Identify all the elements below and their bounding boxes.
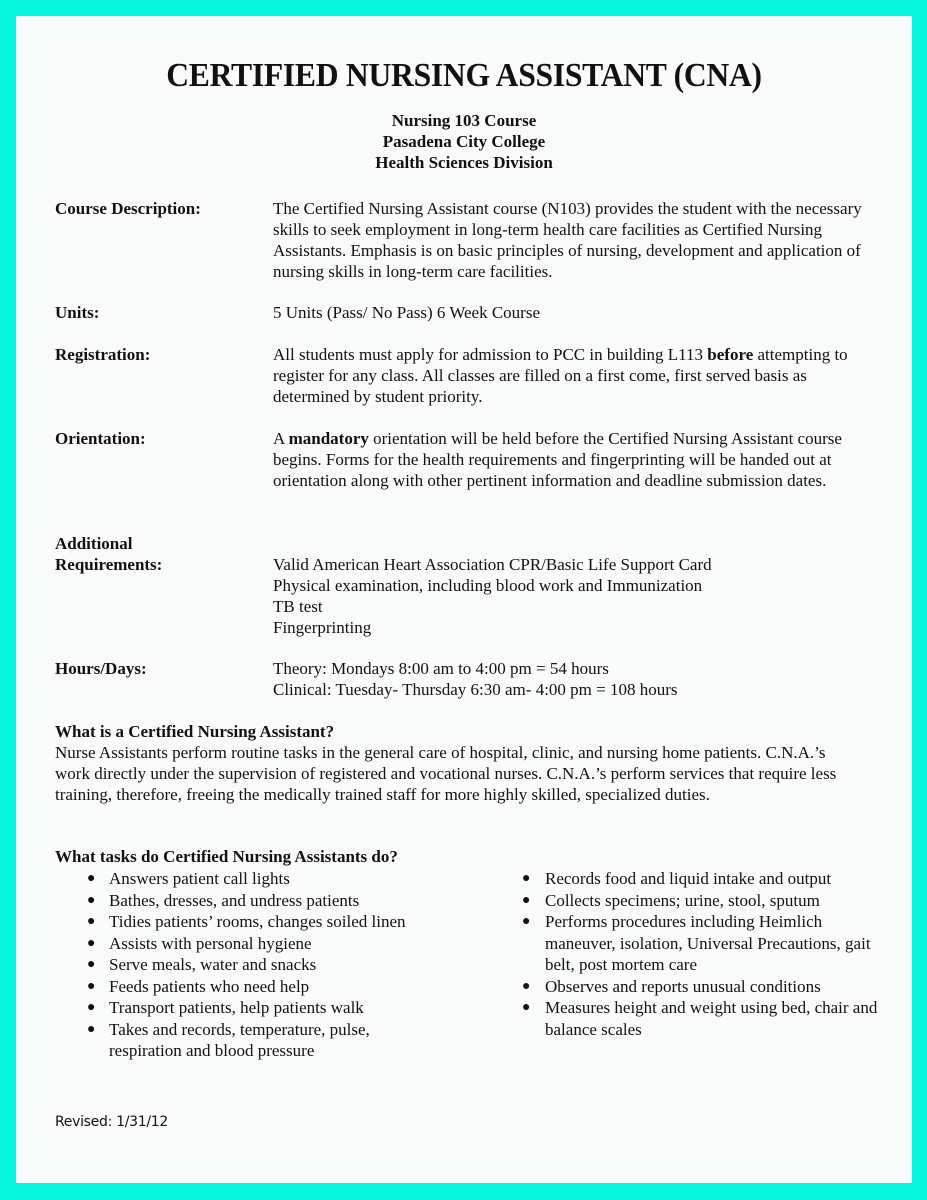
additional-requirements-label (55, 533, 270, 575)
task-item (87, 890, 409, 912)
what-is-cna-section (55, 721, 895, 805)
task-item (522, 890, 885, 912)
task-item (87, 933, 409, 955)
tasks-list-right (522, 868, 885, 1040)
additional-requirements-label-line1: Additional (55, 534, 133, 553)
task-item (522, 868, 885, 890)
what-is-cna-body: Nurse Assistants perform routine tasks in the general care of hospital, clinic, and nursing home patients. C.N.A.’s work directly under the supervision of registered and vocational nurses. C.N.A.’s perform services that require less training, therefore, freeing the medically trained staff for more highly skilled, specialized duties. (55, 743, 837, 804)
task-text: Feeds patients who need help (109, 976, 310, 996)
orientation-text-pre: A (273, 429, 289, 448)
tasks-heading: What tasks do Certified Nursing Assistants do? (55, 847, 398, 866)
task-item (87, 954, 409, 976)
bullet-icon: ● (522, 978, 531, 994)
orientation-text-post: orientation will be held before the Certified Nursing Assistant course begins. Forms for the health requirements and fingerprinting will be handed out at orientation along with other pertinent information and deadline submission dates. (273, 429, 842, 490)
hours-days-label: Hours/Days: (55, 659, 147, 678)
bullet-icon: ● (522, 914, 531, 929)
task-item (87, 997, 409, 1019)
task-text: Performs procedures including Heimlich maneuver, isolation, Universal Precautions, gait belt, post mortem care (545, 912, 871, 974)
task-item (522, 997, 885, 1040)
units-value: 5 Units (Pass/ No Pass) 6 Week Course (273, 303, 541, 322)
tasks-section (55, 846, 895, 867)
bullet-icon: ● (87, 1021, 96, 1037)
hours-item: Clinical: Tuesday- Thursday 6:30 am- 4:00 pm = 108 hours (273, 680, 678, 699)
hours-item: Theory: Mondays 8:00 am to 4:00 pm = 54 hours (273, 659, 609, 678)
task-text: Bathes, dresses, and undress patients (109, 890, 360, 910)
bullet-icon: ● (87, 978, 96, 994)
requirement-item: Fingerprinting (273, 618, 372, 637)
bullet-icon: ● (522, 1000, 531, 1015)
registration-value (273, 344, 881, 407)
bullet-icon: ● (87, 914, 96, 929)
additional-requirements-list (273, 554, 913, 638)
division-name: Health Sciences Division (375, 153, 553, 172)
orientation-emphasis: mandatory (288, 429, 369, 448)
document-title: CERTIFIED NURSING ASSISTANT (CNA) (166, 57, 762, 94)
what-is-cna-heading: What is a Certified Nursing Assistant? (55, 722, 335, 741)
document-page (16, 16, 912, 1183)
course-description-label: Course Description: (55, 199, 201, 218)
requirement-item: Physical examination, including blood work and Immunization (273, 576, 703, 595)
units-label: Units: (55, 303, 100, 322)
hours-days-list (273, 658, 913, 700)
orientation-label: Orientation: (55, 429, 146, 448)
bullet-icon: ● (87, 871, 96, 886)
bullet-icon: ● (87, 1000, 96, 1015)
registration-emphasis: before (707, 345, 754, 364)
task-text: Observes and reports unusual conditions (545, 976, 821, 996)
task-item (87, 911, 409, 933)
task-item (87, 976, 409, 998)
bullet-icon: ● (87, 935, 96, 951)
course-name: Nursing 103 Course (391, 111, 537, 130)
registration-text-post: attempting to register for any class. All classes are filled on a first come, first served basis as determined by student priority. (273, 345, 848, 406)
task-text: Measures height and weight using bed, chair and balance scales (545, 998, 878, 1039)
task-text: Tidies patients’ rooms, changes soiled linen (109, 912, 406, 931)
task-text: Transport patients, help patients walk (109, 998, 364, 1017)
revised-date: Revised: 1/31/12 (55, 1114, 169, 1130)
requirement-item: TB test (273, 597, 323, 616)
task-text: Records food and liquid intake and output (545, 869, 832, 888)
task-text: Answers patient call lights (109, 869, 290, 888)
bullet-icon: ● (522, 892, 531, 908)
task-item (87, 1019, 409, 1062)
task-text: Collects specimens; urine, stool, sputum (545, 890, 820, 910)
registration-text-pre: All students must apply for admission to PCC in building L113 (273, 345, 708, 364)
registration-label: Registration: (55, 345, 151, 364)
task-item (522, 976, 885, 998)
bullet-icon: ● (522, 871, 531, 886)
task-item (522, 911, 885, 976)
orientation-value (273, 428, 873, 491)
bullet-icon: ● (87, 892, 96, 908)
additional-requirements-label-line2: Requirements: (55, 555, 163, 574)
task-item (87, 868, 409, 890)
bullet-icon: ● (87, 957, 96, 972)
college-name: Pasadena City College (382, 132, 546, 151)
task-text: Serve meals, water and snacks (109, 955, 317, 974)
task-text: Assists with personal hygiene (109, 933, 312, 953)
course-subtitle (16, 110, 912, 173)
task-text: Takes and records, temperature, pulse, respiration and blood pressure (109, 1019, 370, 1060)
tasks-list-left (87, 868, 409, 1062)
course-description-value: The Certified Nursing Assistant course (N103) provides the student with the necessary skills to seek employment in long-term health care facilities as Certified Nursing Assistants. Emphasis is on basic principles of nursing, development and application of nursing skills in long-term care facilities. (273, 199, 862, 281)
requirement-item: Valid American Heart Association CPR/Basic Life Support Card (273, 555, 712, 574)
